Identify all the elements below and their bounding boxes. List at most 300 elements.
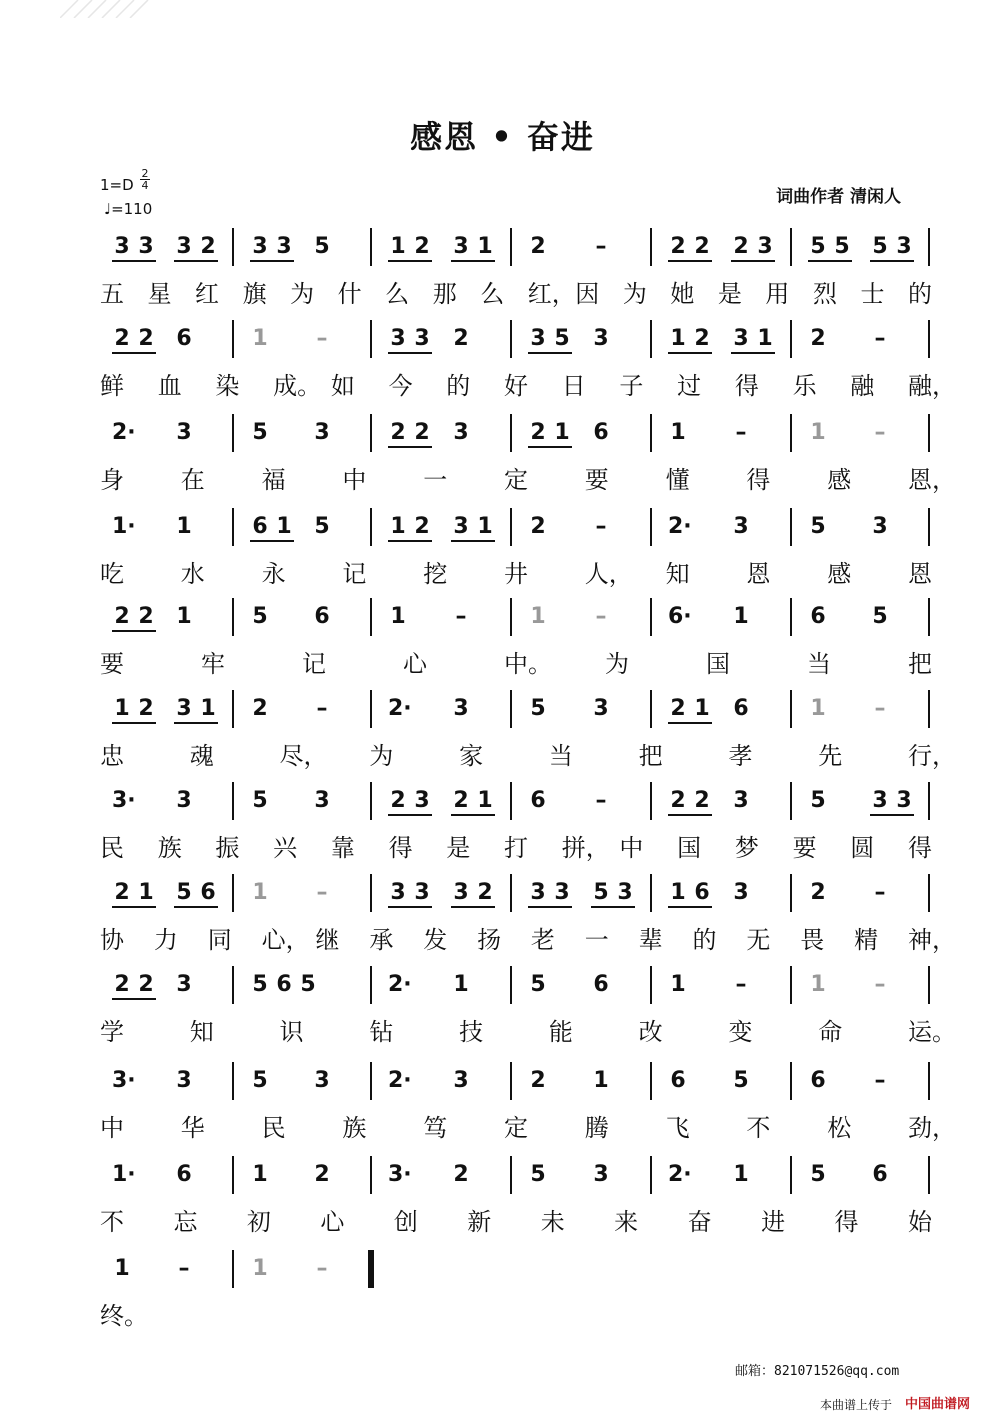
- upload-note: 本曲谱上传于: [820, 1398, 893, 1412]
- note: 6: [694, 880, 710, 905]
- note: 2: [694, 326, 710, 351]
- lyric-word: 变: [728, 1018, 753, 1046]
- note: 1: [390, 234, 406, 259]
- lyric-word: 得: [908, 834, 932, 862]
- note: 2: [138, 972, 154, 997]
- bar-line: [510, 1156, 512, 1194]
- note: 3: [733, 788, 749, 813]
- note: 3: [896, 234, 912, 259]
- note: –: [595, 788, 607, 813]
- note: 3: [872, 788, 888, 813]
- note: 5: [810, 788, 826, 813]
- note: 3: [530, 326, 546, 351]
- bar-line: [232, 228, 234, 266]
- lyric-word: 打: [504, 834, 528, 862]
- note: 3: [453, 234, 469, 259]
- note: –: [178, 1256, 190, 1281]
- lyric-word: 劲，: [908, 1114, 956, 1142]
- note: –: [455, 604, 467, 629]
- lyric-word: 来: [614, 1208, 639, 1236]
- lyric-word: 星: [147, 280, 172, 308]
- note: 3: [138, 234, 154, 259]
- lyric-word: 改: [638, 1018, 663, 1046]
- lyric-word: 恩: [746, 560, 771, 588]
- beam-underline: [112, 630, 156, 632]
- note: 3: [314, 420, 330, 445]
- site-logo: 中国曲谱网: [905, 1397, 971, 1412]
- note: 2·: [388, 1068, 412, 1093]
- lyric-word: 身: [100, 466, 124, 494]
- lyric-word: 新: [467, 1208, 492, 1236]
- notes-row: [0, 966, 1005, 1006]
- lyric-word: 靠: [330, 834, 355, 862]
- note: 1: [176, 514, 192, 539]
- bar-line: [510, 508, 512, 546]
- note: 6: [252, 514, 268, 539]
- bar-line: [370, 966, 372, 1004]
- note: 1: [670, 880, 686, 905]
- note: 1: [252, 326, 268, 351]
- note: 1: [200, 696, 216, 721]
- lyric-word: 始: [908, 1208, 932, 1236]
- lyric-word: 红，: [527, 280, 576, 308]
- bar-line: [232, 320, 234, 358]
- note: 3: [757, 234, 773, 259]
- bar-line: [232, 414, 234, 452]
- note: 3: [390, 326, 406, 351]
- lyric-word: 恩，: [908, 466, 956, 494]
- lyric-word: 是: [446, 834, 471, 862]
- note: 5: [810, 1162, 826, 1187]
- beam-underline: [528, 906, 572, 908]
- bar-line: [370, 1156, 372, 1194]
- note: 2: [670, 696, 686, 721]
- song-title: 感恩 • 奋进: [410, 118, 595, 156]
- note: 3: [593, 326, 609, 351]
- note: 1: [733, 1162, 749, 1187]
- lyrics-row: [0, 1296, 1005, 1330]
- lyric-word: 永: [261, 560, 286, 588]
- note: 1: [390, 514, 406, 539]
- composer-credit: 词曲作者 清闲人: [776, 187, 901, 207]
- beam-underline: [528, 446, 572, 448]
- lyric-word: 记: [342, 560, 367, 588]
- note: 1: [114, 696, 130, 721]
- lyric-word: 感: [827, 560, 852, 588]
- lyric-word: 不: [746, 1114, 771, 1142]
- lyric-word: 日: [561, 372, 586, 400]
- lyric-word: 的: [692, 926, 717, 954]
- note: –: [316, 1256, 328, 1281]
- note: 2: [200, 234, 216, 259]
- note: 1: [477, 234, 493, 259]
- lyric-word: 为: [369, 742, 394, 770]
- note: –: [316, 696, 328, 721]
- note: 5: [872, 604, 888, 629]
- note: 2: [114, 604, 130, 629]
- decorative-pattern: [60, 0, 170, 18]
- note: 6: [593, 420, 609, 445]
- bar-line: [790, 966, 792, 1004]
- note: 1·: [112, 514, 136, 539]
- bar-line: [370, 782, 372, 820]
- lyric-word: 得: [834, 1208, 859, 1236]
- note: 3: [414, 788, 430, 813]
- note: –: [316, 326, 328, 351]
- lyric-word: 融，: [908, 372, 956, 400]
- note: 2·: [388, 696, 412, 721]
- lyric-word: 今: [388, 372, 413, 400]
- lyric-word: 要: [100, 650, 124, 678]
- note: 5: [810, 234, 826, 259]
- beam-underline: [528, 352, 572, 354]
- bar-line: [790, 1062, 792, 1100]
- beam-underline: [112, 260, 156, 262]
- bar-line: [650, 966, 652, 1004]
- note: 2: [314, 1162, 330, 1187]
- bar-line: [790, 874, 792, 912]
- lyric-word: 民: [100, 834, 124, 862]
- lyric-word: 初: [246, 1208, 271, 1236]
- beam-underline: [870, 814, 914, 816]
- note: 1: [670, 972, 686, 997]
- note: 2: [453, 788, 469, 813]
- beam-underline: [174, 260, 218, 262]
- note: 5: [810, 514, 826, 539]
- lyric-word: 乐: [792, 372, 817, 400]
- bar-line: [790, 320, 792, 358]
- note: 1: [477, 788, 493, 813]
- beam-underline: [388, 906, 432, 908]
- lyrics-row: [0, 1108, 1005, 1142]
- bar-line: [928, 228, 930, 266]
- note: 1·: [112, 1162, 136, 1187]
- lyric-word: 振: [215, 834, 240, 862]
- bar-line: [510, 320, 512, 358]
- note: 5: [530, 1162, 546, 1187]
- lyric-word: 梦: [734, 834, 759, 862]
- note: 2: [530, 420, 546, 445]
- note: 3: [176, 234, 192, 259]
- lyric-word: 一: [584, 926, 609, 954]
- note: 2: [530, 514, 546, 539]
- lyric-word: 过: [677, 372, 702, 400]
- lyric-word: 如: [330, 372, 355, 400]
- bar-line: [928, 782, 930, 820]
- note: 3: [530, 880, 546, 905]
- lyric-word: 飞: [665, 1114, 690, 1142]
- note: –: [874, 880, 886, 905]
- beam-underline: [112, 998, 156, 1000]
- lyric-word: 定: [504, 1114, 528, 1142]
- bar-line: [232, 874, 234, 912]
- beam-underline: [112, 906, 156, 908]
- bar-line: [232, 1250, 234, 1288]
- note: 2: [453, 326, 469, 351]
- note: 5: [314, 514, 330, 539]
- beam-underline: [668, 352, 712, 354]
- note: 1: [252, 1256, 268, 1281]
- bar-line: [650, 320, 652, 358]
- beam-underline: [668, 814, 712, 816]
- note: 3: [453, 420, 469, 445]
- note: 3: [872, 514, 888, 539]
- note: 5: [530, 972, 546, 997]
- lyric-word: 拼，: [561, 834, 610, 862]
- note: 1: [554, 420, 570, 445]
- notes-row: [0, 690, 1005, 730]
- time-signature: $\frac{2}{4}$: [141, 167, 149, 192]
- lyric-word: 要: [584, 466, 609, 494]
- note: 5: [252, 1068, 268, 1093]
- lyric-word: 染: [215, 372, 240, 400]
- note: 2·: [112, 420, 136, 445]
- bar-line: [650, 414, 652, 452]
- lyric-word: 魂: [189, 742, 214, 770]
- note: 1: [138, 880, 154, 905]
- beam-underline: [451, 540, 495, 542]
- note: 5: [834, 234, 850, 259]
- note: 2: [810, 326, 826, 351]
- lyric-word: 钻: [369, 1018, 394, 1046]
- bar-line: [650, 1062, 652, 1100]
- bar-line: [790, 598, 792, 636]
- lyric-word: 进: [761, 1208, 786, 1236]
- beam-underline: [388, 540, 432, 542]
- lyric-word: 创: [393, 1208, 418, 1236]
- beam-underline: [388, 446, 432, 448]
- note: 3: [252, 234, 268, 259]
- note: 1: [477, 514, 493, 539]
- note: 1: [114, 1256, 130, 1281]
- notes-row: [0, 1250, 1005, 1290]
- notes-row: [0, 874, 1005, 914]
- bar-line: [790, 782, 792, 820]
- lyric-word: 成。: [273, 372, 322, 400]
- note: 1: [530, 604, 546, 629]
- lyric-word: 因: [575, 280, 600, 308]
- lyric-word: 她: [670, 280, 695, 308]
- lyric-word: 行，: [908, 742, 956, 770]
- note: 2: [694, 788, 710, 813]
- note: 2: [138, 326, 154, 351]
- bar-line: [928, 1156, 930, 1194]
- bar-line: [650, 508, 652, 546]
- beam-underline: [451, 906, 495, 908]
- bar-line: [370, 598, 372, 636]
- beam-underline: [112, 722, 156, 724]
- bar-line: [790, 414, 792, 452]
- beam-underline: [808, 260, 852, 262]
- lyric-word: 兴: [273, 834, 298, 862]
- note: 2: [670, 234, 686, 259]
- notes-row: [0, 782, 1005, 822]
- note: 3: [593, 1162, 609, 1187]
- notes-row: [0, 598, 1005, 638]
- bar-line: [510, 690, 512, 728]
- note: 3: [176, 420, 192, 445]
- note: 3: [414, 880, 430, 905]
- lyric-word: 心，: [261, 926, 310, 954]
- lyric-word: 为: [605, 650, 629, 678]
- note: 3: [453, 1068, 469, 1093]
- note: 2: [138, 696, 154, 721]
- lyric-word: 忠: [100, 742, 124, 770]
- lyric-word: 挖: [423, 560, 448, 588]
- lyric-word: 井: [504, 560, 528, 588]
- bar-line: [370, 508, 372, 546]
- beam-underline: [112, 352, 156, 354]
- notes-row: [0, 414, 1005, 454]
- note: 2: [477, 880, 493, 905]
- lyric-word: 心: [403, 650, 427, 678]
- bar-line: [650, 1156, 652, 1194]
- note: 3: [733, 514, 749, 539]
- bar-line: [232, 1156, 234, 1194]
- bar-line: [510, 874, 512, 912]
- beam-underline: [174, 722, 218, 724]
- note: 2: [530, 234, 546, 259]
- lyric-word: 么: [385, 280, 410, 308]
- note: 1: [694, 696, 710, 721]
- lyric-word: 畏: [800, 926, 825, 954]
- note: 3: [593, 696, 609, 721]
- note: 1: [810, 420, 826, 445]
- lyric-word: 尽，: [279, 742, 328, 770]
- lyric-word: 腾: [584, 1114, 609, 1142]
- tempo-marking: ♩=110: [104, 200, 153, 218]
- lyric-word: 水: [180, 560, 205, 588]
- note: 5: [733, 1068, 749, 1093]
- note: 3: [176, 788, 192, 813]
- lyric-word: 同: [207, 926, 232, 954]
- note: –: [595, 514, 607, 539]
- note: 3: [896, 788, 912, 813]
- lyric-word: 识: [279, 1018, 304, 1046]
- lyric-word: 在: [180, 466, 205, 494]
- bar-line: [790, 1156, 792, 1194]
- bar-line: [928, 1062, 930, 1100]
- lyric-word: 不: [100, 1208, 124, 1236]
- note: 6: [810, 1068, 826, 1093]
- note: 2·: [388, 972, 412, 997]
- lyrics-row: [0, 920, 1005, 954]
- note: –: [316, 880, 328, 905]
- note: 3: [176, 1068, 192, 1093]
- lyric-word: 华: [180, 1114, 205, 1142]
- note: 2: [252, 696, 268, 721]
- lyric-word: 好: [504, 372, 528, 400]
- bar-line: [928, 874, 930, 912]
- bar-line: [232, 598, 234, 636]
- lyric-word: 得: [746, 466, 771, 494]
- note: –: [874, 696, 886, 721]
- lyric-word: 那: [432, 280, 457, 308]
- lyric-word: 神，: [908, 926, 956, 954]
- note: 1: [810, 696, 826, 721]
- note: 3: [414, 326, 430, 351]
- note: 3: [733, 326, 749, 351]
- beam-underline: [388, 352, 432, 354]
- note: 1: [593, 1068, 609, 1093]
- lyric-word: 未: [540, 1208, 565, 1236]
- bar-line: [650, 228, 652, 266]
- note: 1: [390, 604, 406, 629]
- note: 1: [252, 1162, 268, 1187]
- lyrics-row: [0, 554, 1005, 588]
- note: 5: [176, 880, 192, 905]
- note: 2: [114, 326, 130, 351]
- note: 1: [176, 604, 192, 629]
- note: –: [595, 604, 607, 629]
- lyric-word: 奋: [687, 1208, 712, 1236]
- lyric-word: 精: [854, 926, 879, 954]
- lyric-word: 一: [423, 466, 448, 494]
- note: 5: [300, 972, 316, 997]
- lyrics-row: [0, 366, 1005, 400]
- lyric-word: 圆: [850, 834, 875, 862]
- final-bar-line: [368, 1250, 374, 1288]
- bar-line: [232, 690, 234, 728]
- notes-row: [0, 508, 1005, 548]
- lyric-word: 福: [261, 466, 286, 494]
- note: 6·: [668, 604, 692, 629]
- bar-line: [928, 690, 930, 728]
- lyric-word: 先: [818, 742, 843, 770]
- bar-line: [510, 1062, 512, 1100]
- lyric-word: 命: [818, 1018, 843, 1046]
- lyric-word: 心: [320, 1208, 345, 1236]
- bar-line: [928, 966, 930, 1004]
- note: 1: [252, 880, 268, 905]
- bar-line: [790, 690, 792, 728]
- lyric-word: 运。: [908, 1018, 956, 1046]
- note: –: [874, 420, 886, 445]
- lyric-word: 用: [765, 280, 790, 308]
- note: 3·: [112, 788, 136, 813]
- note: 2: [414, 234, 430, 259]
- note: 6: [593, 972, 609, 997]
- beam-underline: [250, 260, 294, 262]
- notes-row: [0, 1062, 1005, 1102]
- note: 2: [670, 788, 686, 813]
- lyric-word: 中。: [504, 650, 552, 678]
- note: 6: [200, 880, 216, 905]
- bar-line: [510, 782, 512, 820]
- note: 2: [530, 1068, 546, 1093]
- note: 1: [670, 326, 686, 351]
- lyric-word: 协: [100, 926, 124, 954]
- lyric-word: 能: [548, 1018, 573, 1046]
- lyric-word: 是: [717, 280, 742, 308]
- note: 5: [314, 234, 330, 259]
- note: 6: [176, 1162, 192, 1187]
- bar-line: [370, 320, 372, 358]
- beam-underline: [451, 260, 495, 262]
- lyric-word: 族: [342, 1114, 367, 1142]
- note: –: [735, 420, 747, 445]
- bar-line: [928, 598, 930, 636]
- lyric-word: 吃: [100, 560, 124, 588]
- lyric-word: 士: [860, 280, 885, 308]
- note: 5: [252, 972, 268, 997]
- note: 1: [670, 420, 686, 445]
- lyrics-row: [0, 736, 1005, 770]
- lyric-word: 恩: [908, 560, 932, 588]
- bar-line: [232, 966, 234, 1004]
- note: 2: [138, 604, 154, 629]
- bar-line: [928, 508, 930, 546]
